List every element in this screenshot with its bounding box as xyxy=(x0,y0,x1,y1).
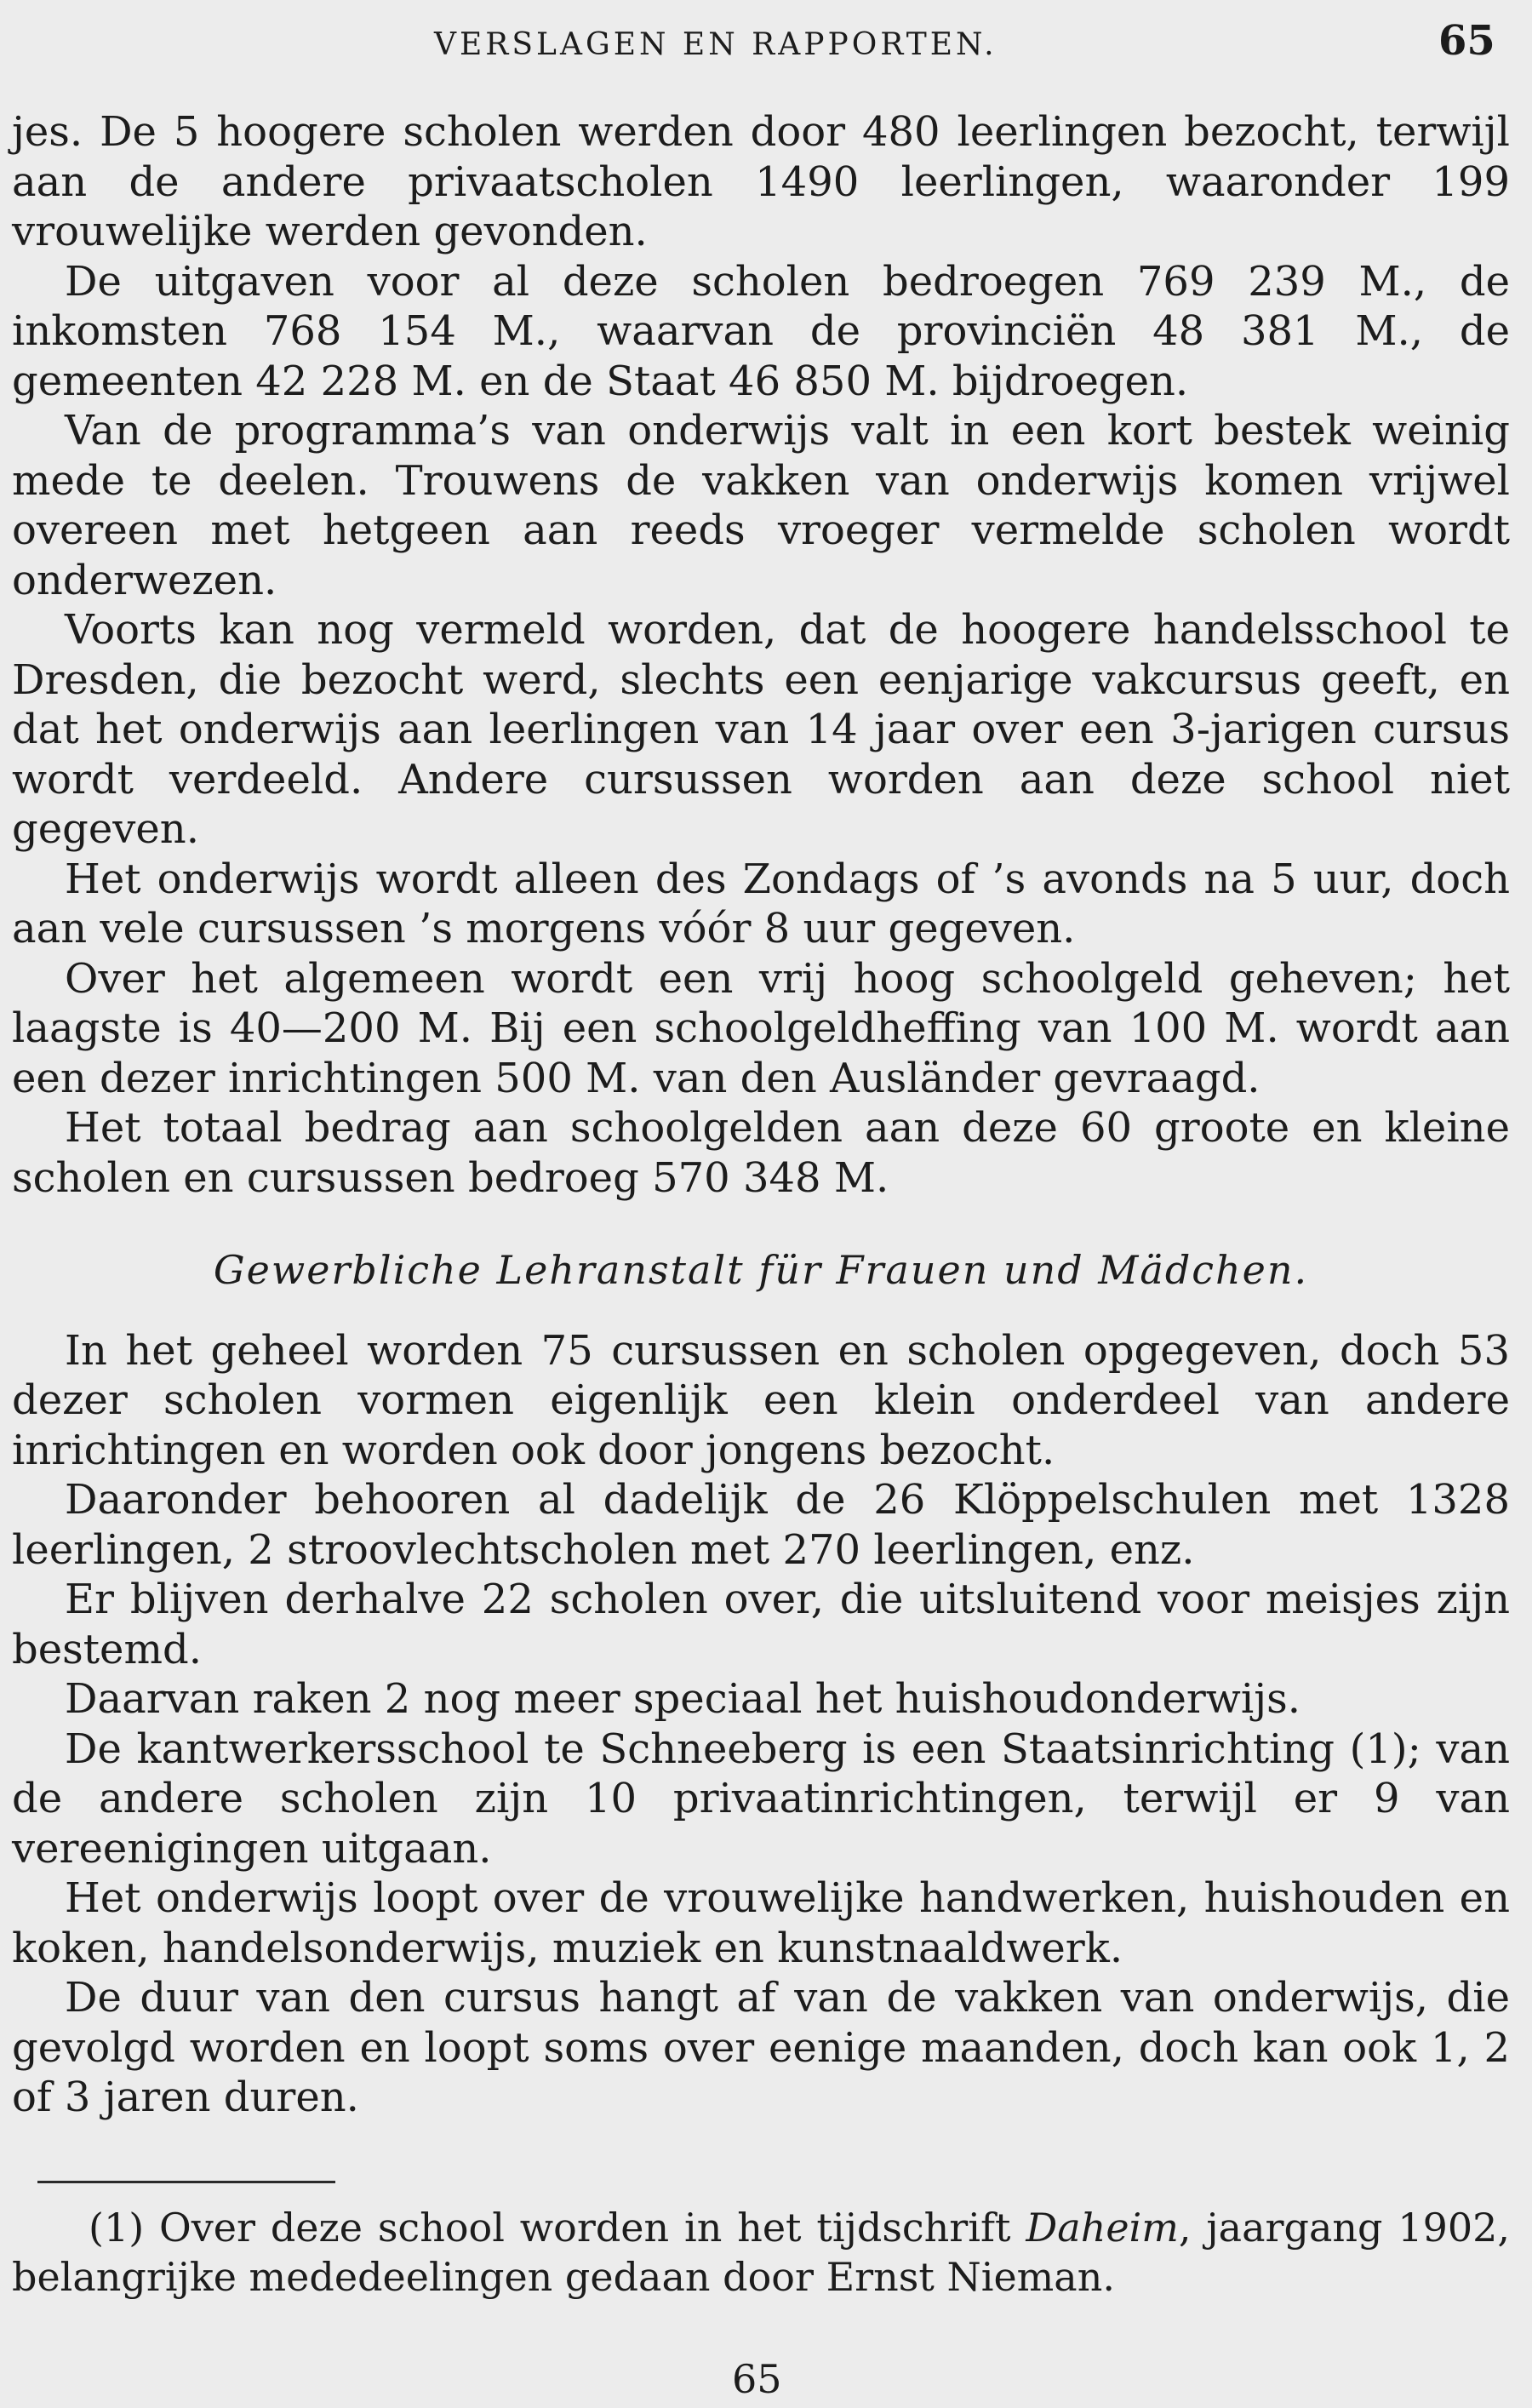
page-header xyxy=(0,15,1532,66)
footnote-divider xyxy=(37,2181,335,2183)
page-number: 65 xyxy=(1438,17,1495,65)
paragraph: jes. De 5 hoogere scholen werden door 480 leerlingen bezocht, terwijl aan de andere privaatscholen 1490 leerlingen, waaronder 199 vrouwelijke werden gevonden. xyxy=(12,108,1510,255)
paragraph: Daarvan raken 2 nog meer speciaal het huishoudonderwijs. xyxy=(65,1675,1300,1723)
paragraph: In het geheel worden 75 cursussen en scholen opgegeven, doch 53 dezer scholen vormen eigenlijk een klein onderdeel van andere inrichtingen en worden ook door jongens bezocht. xyxy=(12,1326,1510,1474)
paragraph: Daaronder behooren al dadelijk de 26 Klöppelschulen met 1328 leerlingen, 2 stroovlechtscholen met 270 leerlingen, enz. xyxy=(12,1476,1510,1574)
footnote-text-after: , jaargang 1902, belangrijke mededeelingen gedaan door Ernst Nieman. xyxy=(12,2205,1510,2300)
running-title: VERSLAGEN EN RAPPORTEN. xyxy=(434,27,998,62)
footnote-text-before: Over deze school worden in het tijdschrift xyxy=(159,2205,1011,2251)
footnote xyxy=(12,2203,1510,2302)
paragraph: Over het algemeen wordt een vrij hoog schoolgeld geheven; het laagste is 40—200 M. Bij een schoolgeldheffing van 100 M. wordt aan een dezer inrichtingen 500 M. van den Ausländer gevraagd. xyxy=(12,954,1510,1102)
body-text xyxy=(12,107,1510,2123)
paragraph: De uitgaven voor al deze scholen bedroegen 769 239 M., de inkomsten 768 154 M., waarvan de provinciën 48 381 M., de gemeenten 42 228 M. en de Staat 46 850 M. bijdroegen. xyxy=(12,257,1510,405)
paragraph: Het onderwijs wordt alleen des Zondags of ’s avonds na 5 uur, doch aan vele cursussen ’s morgens vóór 8 uur gegeven. xyxy=(12,855,1510,952)
paragraph: De duur van den cursus hangt af van de vakken van onderwijs, die gevolgd worden en loopt soms over eenige maanden, doch kan ook 1, 2 of 3 jaren duren. xyxy=(12,1974,1510,2121)
footnote-marker: (1) xyxy=(89,2205,145,2251)
paragraph: Van de programma’s van onderwijs valt in een kort bestek weinig mede te deelen. Trouwens de vakken van onderwijs komen vrijwel overeen met hetgeen aan reeds vroeger vermelde scholen wordt onderwezen. xyxy=(12,407,1510,604)
paragraph: Het onderwijs loopt over de vrouwelijke handwerken, huishouden en koken, handelsonderwijs, muziek en kunstnaaldwerk. xyxy=(12,1874,1510,1972)
section-heading: Gewerbliche Lehranstalt für Frauen und Mädchen. xyxy=(213,1247,1309,1293)
footnote-journal: Daheim xyxy=(1026,2205,1179,2251)
paragraph: De kantwerkersschool te Schneeberg is een Staatsinrichting (1); van de andere scholen zijn 10 privaatinrichtingen, terwijl er 9 van vereenigingen uitgaan. xyxy=(12,1724,1510,1873)
paragraph: Voorts kan nog vermeld worden, dat de hoogere handelsschool te Dresden, die bezocht werd, slechts een eenjarige vakcursus geeft, en dat het onderwijs aan leerlingen van 14 jaar over een 3-jarigen cursus wordt verdeeld. Andere cursussen worden aan deze school niet gegeven. xyxy=(12,606,1510,853)
paragraph: Het totaal bedrag aan schoolgelden aan deze 60 groote en kleine scholen en cursussen bedroeg 570 348 M. xyxy=(12,1104,1510,1202)
paragraph: Er blijven derhalve 22 scholen over, die uitsluitend voor meisjes zijn bestemd. xyxy=(12,1576,1510,1673)
signature-number: 65 xyxy=(732,2356,782,2402)
